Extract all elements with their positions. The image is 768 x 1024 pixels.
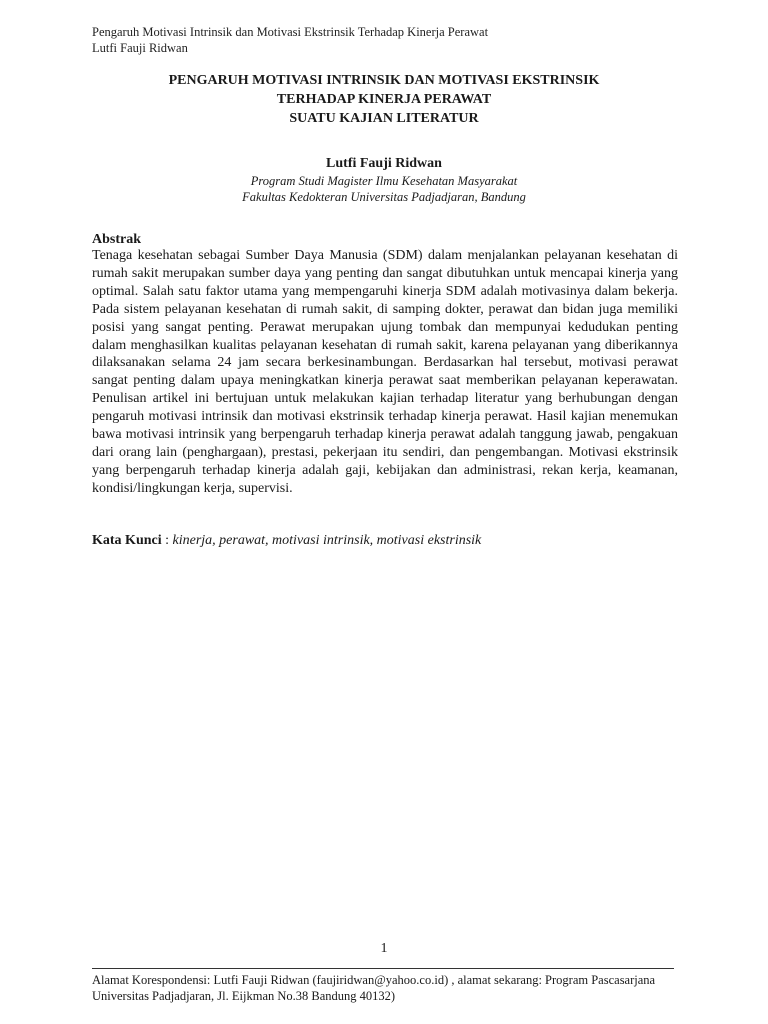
keywords-label: Kata Kunci [92,533,162,548]
author-affiliation [92,173,676,205]
author-name: Lutfi Fauji Ridwan [326,156,442,171]
affiliation-program: Program Studi Magister Ilmu Kesehatan Masyarakat [250,174,518,188]
paper-title-line-2: TERHADAP KINERJA PERAWAT [276,92,492,107]
footnote-line-1: Alamat Korespondensi: Lutfi Fauji Ridwan (faujiridwan@yahoo.co.id) , alamat sekarang: Program Pascasarjana [92,973,656,987]
footnote-divider [92,968,674,969]
paper-title [92,71,676,128]
correspondence-footnote [92,972,682,1004]
running-header [92,24,488,56]
keywords-values: kinerja, perawat, motivasi intrinsik, motivasi ekstrinsik [172,533,482,548]
affiliation-faculty: Fakultas Kedokteran Universitas Padjadjaran, Bandung [242,190,526,204]
keywords [92,532,481,550]
abstract-body: Tenaga kesehatan sebagai Sumber Daya Manusia (SDM) dalam menjalankan pelayanan kesehatan di rumah sakit merupakan sumber daya yang penting dan sangat dibutuhkan untuk mencapai kinerja yang optimal. Salah satu faktor utama yang mempengaruhi kinerja SDM adalah motivasinya dalam bekerja. Pada sistem pelayanan kesehatan di rumah sakit, di samping dokter, perawat dan bidan juga memiliki posisi yang sangat penting. Perawat merupakan ujung tombak dan mempunyai kedudukan penting dalam menghasilkan kualitas pelayanan kesehatan di rumah sakit, karena pelayanan yang diberikannya dilaksanakan selama 24 jam secara berkesinambungan. Berdasarkan hal tersebut, motivasi perawat sangat penting dalam upaya meningkatkan kinerja perawat saat memberikan pelayanan keperawatan. Penulisan artikel ini bertujuan untuk melakukan kajian terhadap literatur yang berhubungan dengan pengaruh motivasi intrinsik dan motivasi ekstrinsik terhadap kinerja perawat. Hasil kajian menemukan bawa motivasi intrinsik yang berpengaruh terhadap kinerja perawat adalah tanggung jawab, pengakuan dari orang lain (penghargaan), prestasi, pekerjaan itu sendiri, dan pengembangan. Motivasi ekstrinsik yang berpengaruh terhadap kinerja adalah gaji, kebijakan dan administrasi, rekan kerja, keamanan, kondisi/lingkungan kerja, supervisi. [92,248,678,496]
page-number: 1 [380,941,388,956]
running-header-author: Lutfi Fauji Ridwan [92,41,188,55]
abstract-heading: Abstrak [92,232,142,247]
paper-title-line-3: SUATU KAJIAN LITERATUR [289,111,479,126]
paper-title-line-1: PENGARUH MOTIVASI INTRINSIK DAN MOTIVASI EKSTRINSIK [168,73,600,88]
footnote-line-2: Universitas Padjadjaran, Jl. Eijkman No.38 Bandung 40132) [92,989,396,1003]
keywords-separator: : [161,533,173,548]
running-header-title: Pengaruh Motivasi Intrinsik dan Motivasi Ekstrinsik Terhadap Kinerja Perawat [92,25,489,39]
